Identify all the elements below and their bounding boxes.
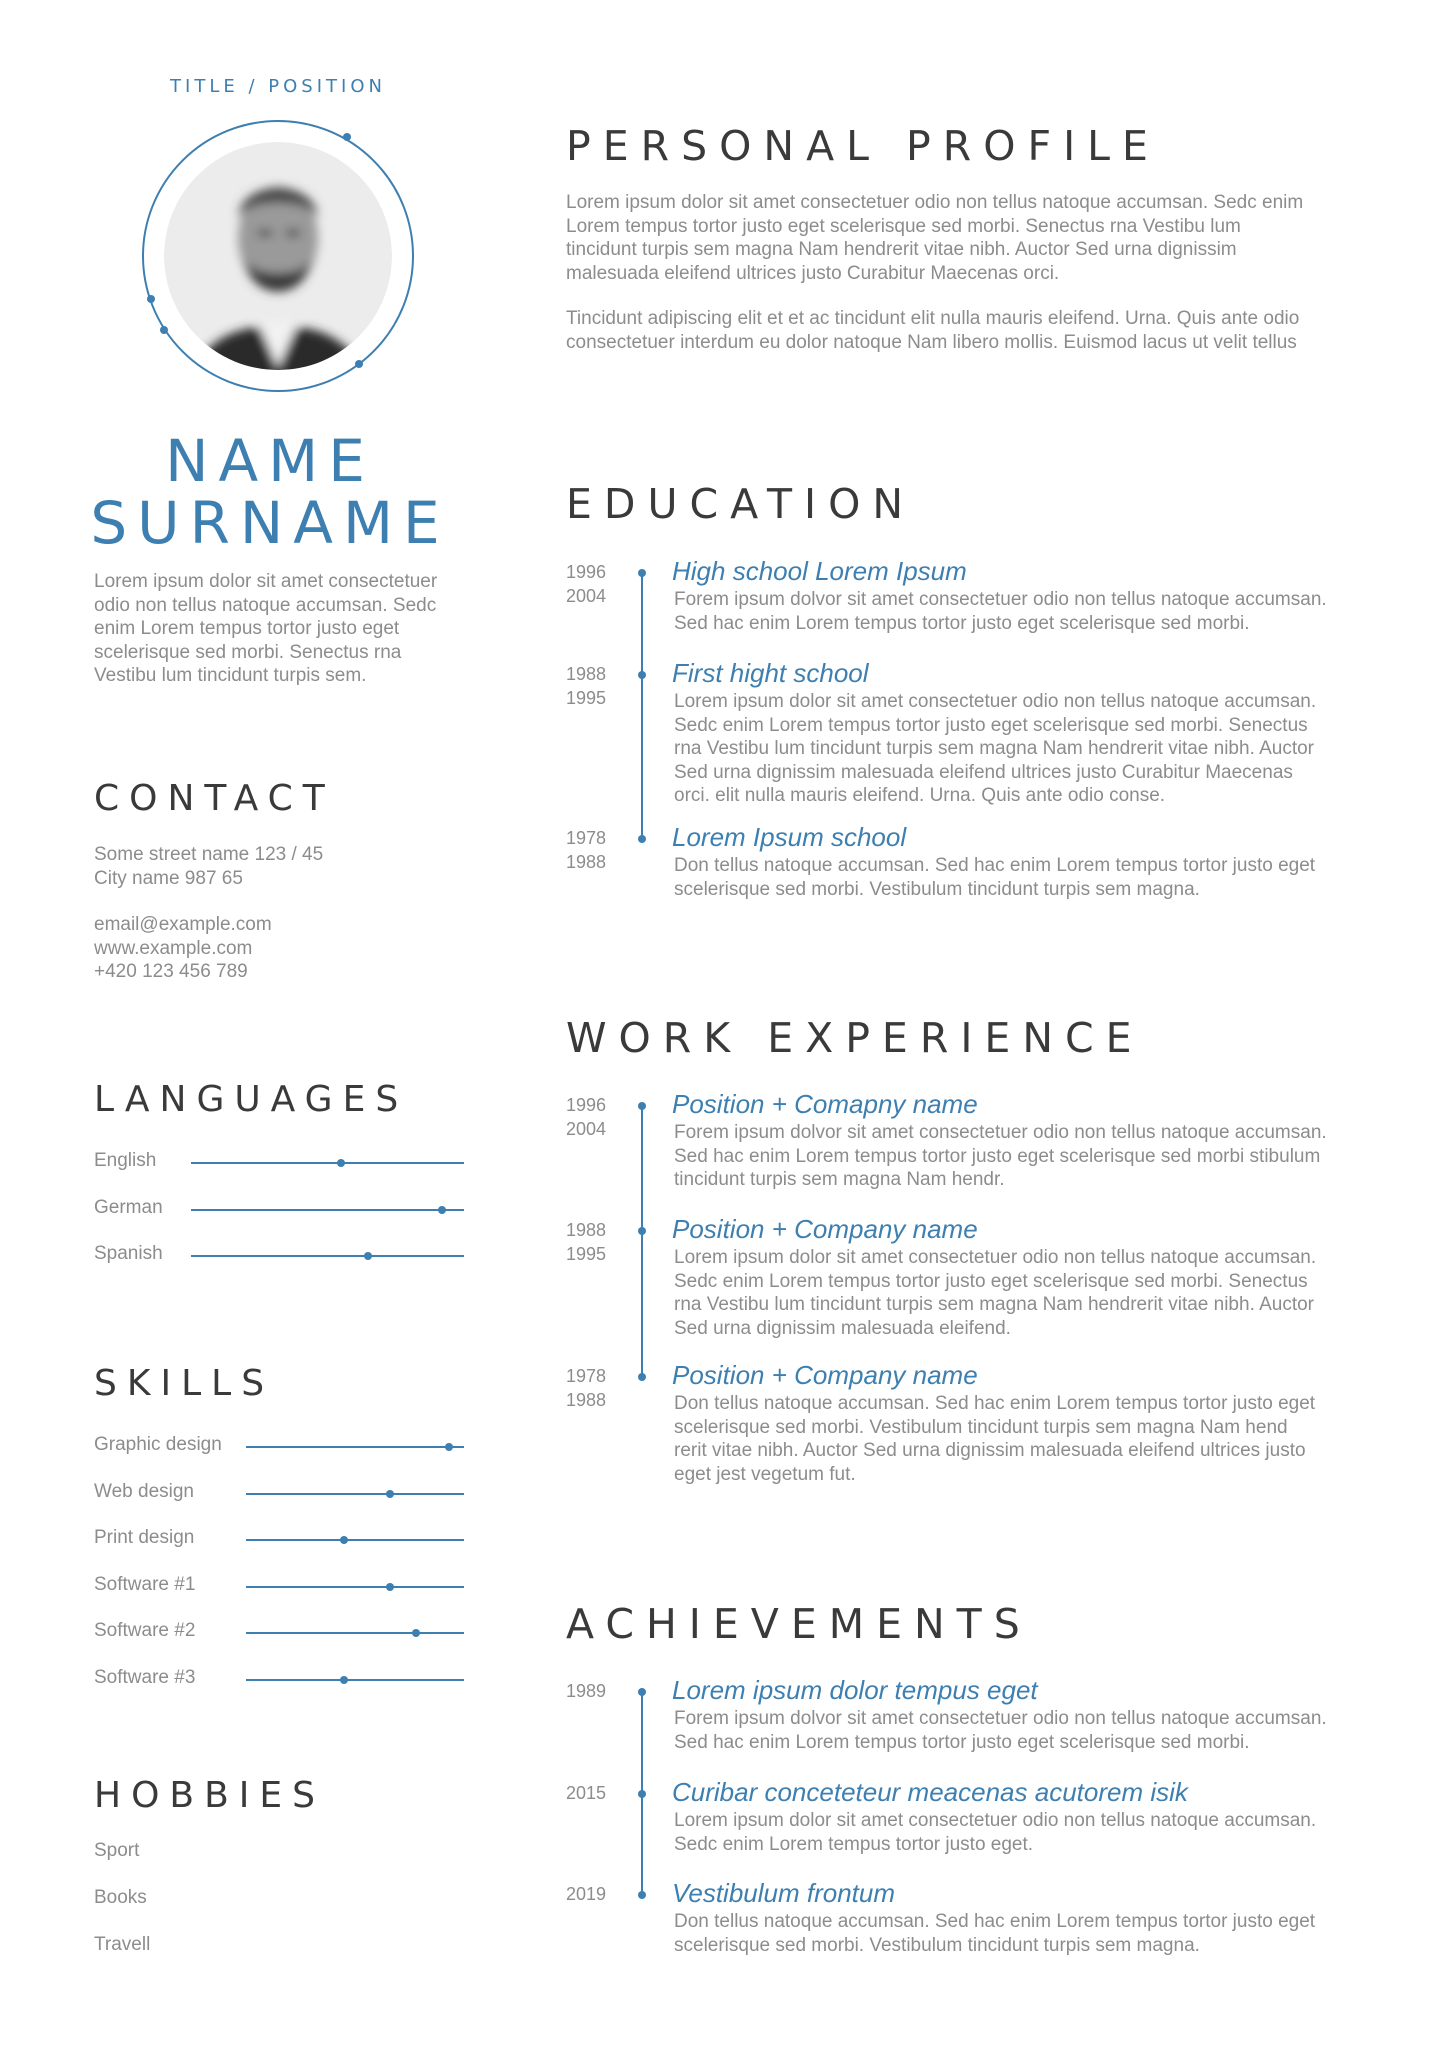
timeline-line [641, 573, 643, 836]
surname: SURNAME [90, 489, 450, 557]
level-marker [438, 1206, 446, 1214]
entry-years: 2019 [566, 1884, 607, 1904]
entry-description: Lorem ipsum dolor sit amet consectetuer odio non tellus natoque accumsan. Sedc enim Lorem tempus tortor justo eget scelerisque sed morbi. Senectus rna Vestibu lum tincidunt turpis sem magna Nam hendrerit vitae nibh. Auctor Sed urna dignissim malesuada eleifend ultrices justo Curabitur Maecenas orci. elit nulla mauris eleifend. Urna. Quis ante odio conse. [674, 691, 1317, 806]
hobbies-heading: HOBBIES [94, 1775, 326, 1816]
language-row [94, 1243, 464, 1267]
address-line-1: Some street name 123 / 45 [94, 844, 324, 865]
level-bar [191, 1162, 464, 1164]
level-marker [386, 1583, 394, 1591]
skill-name: Graphic design [94, 1434, 222, 1455]
skill-name: Web design [94, 1480, 194, 1502]
timeline-dot [638, 1688, 646, 1696]
entry-description: Lorem ipsum dolor sit amet consectetuer odio non tellus natoque accumsan. Sedc enim Lorem tempus tortor justo eget. [674, 1810, 1317, 1855]
profile-paragraph-1: Lorem ipsum dolor sit amet consectetuer odio non tellus natoque accumsan. Sedc enim Lorem tempus tortor justo eget scelerisque sed morbi. Senectus rna Vestibu lum tincidunt turpis sem magna Nam hendrerit vitae nibh. Auctor Sed urna dignissim malesuada eleifend ultrices justo Curabitur Maecenas orci. [566, 192, 1304, 284]
entry-years: 1978 1988 [566, 828, 607, 872]
timeline-dot [638, 1891, 646, 1899]
profile-photo [140, 118, 416, 394]
entry-years: 2015 [566, 1783, 607, 1803]
skill-row [94, 1434, 464, 1458]
skill-row [94, 1667, 464, 1691]
title-position: TITLE / POSITION [170, 76, 386, 97]
entry-years: 1996 2004 [566, 1095, 607, 1139]
timeline-dot [638, 1790, 646, 1798]
timeline-dot [638, 835, 646, 843]
timeline-dot [638, 1373, 646, 1381]
entry-description: Don tellus natoque accumsan. Sed hac enim Lorem tempus tortor justo eget scelerisque sed morbi. Vestibulum tincidunt turpis sem magna Nam hend rerit vitae nibh. Auctor Sed urna dignissim malesuada eleifend ultrices justo eget jest vegetum fut. [674, 1393, 1316, 1485]
entry-title: High school Lorem Ipsum [672, 556, 967, 586]
language-name: German [94, 1196, 163, 1218]
skill-name: Software #3 [94, 1666, 196, 1688]
entry-description: Forem ipsum dolvor sit amet consectetuer odio non tellus natoque accumsan. Sed hac enim Lorem tempus tortor justo eget scelerisque sed morbi. [674, 1708, 1327, 1753]
contact-heading: CONTACT [94, 778, 335, 819]
languages-heading: LANGUAGES [94, 1079, 409, 1120]
entry-description: Don tellus natoque accumsan. Sed hac enim Lorem tempus tortor justo eget scelerisque sed morbi. Vestibulum tincidunt turpis sem magna. [674, 1911, 1316, 1956]
phone-number: +420 123 456 789 [94, 961, 248, 982]
level-bar [191, 1209, 464, 1211]
skill-row [94, 1574, 464, 1598]
skill-row [94, 1620, 464, 1644]
entry-description: Lorem ipsum dolor sit amet consectetuer odio non tellus natoque accumsan. Sedc enim Lorem tempus tortor justo eget scelerisque sed morbi. Senectus rna Vestibu lum tincidunt turpis sem magna Nam hendrerit vitae nibh. Auctor Sed urna dignissim malesuada eleifend. [674, 1247, 1317, 1339]
entry-title: Vestibulum frontum [672, 1878, 896, 1908]
entry-title: Lorem ipsum dolor tempus eget [672, 1675, 1038, 1705]
entry-title: Lorem Ipsum school [672, 822, 907, 852]
level-bar [246, 1586, 464, 1588]
skill-name: Print design [94, 1527, 195, 1548]
language-name: English [94, 1150, 157, 1171]
achievements-heading: ACHIEVEMENTS [566, 1600, 1032, 1648]
level-bar [191, 1255, 464, 1257]
level-marker [337, 1159, 345, 1167]
email-link[interactable]: email@example.com [94, 914, 272, 935]
level-marker [364, 1252, 372, 1260]
timeline-line [641, 1106, 643, 1375]
address-line-2: City name 987 65 [94, 867, 243, 889]
hobby-item: Sport [94, 1840, 140, 1861]
hobby-item: Travell [94, 1934, 151, 1955]
education-heading: EDUCATION [566, 480, 916, 528]
skills-heading: SKILLS [94, 1363, 275, 1404]
skill-row [94, 1527, 464, 1551]
timeline-dot [638, 569, 646, 577]
entry-years: 1978 1988 [566, 1366, 607, 1410]
level-marker [340, 1676, 348, 1684]
entry-years: 1988 1995 [566, 1220, 607, 1264]
entry-title: Position + Comapny name [672, 1089, 978, 1119]
level-marker [412, 1629, 420, 1637]
hobbies-list [94, 1840, 150, 1981]
intro-text: Lorem ipsum dolor sit amet consectetuer odio non tellus natoque accumsan. Sedc enim Lorem tempus tortor justo eget scelerisque sed morbi. Senectus rna Vestibu lum tincidunt turpis sem. [94, 571, 438, 686]
hobby-item: Books [94, 1887, 147, 1908]
language-row [94, 1150, 464, 1174]
skill-name: Software #2 [94, 1620, 196, 1641]
language-name: Spanish [94, 1243, 163, 1264]
entry-description: Forem ipsum dolvor sit amet consectetuer odio non tellus natoque accumsan. Sed hac enim Lorem tempus tortor justo eget scelerisque sed morbi. [674, 589, 1327, 634]
level-bar [246, 1493, 464, 1495]
language-row [94, 1197, 464, 1221]
skill-name: Software #1 [94, 1573, 196, 1595]
timeline-dot [638, 1102, 646, 1110]
contact-block [94, 843, 323, 984]
level-marker [340, 1536, 348, 1544]
timeline-dot [638, 1227, 646, 1235]
profile-heading: PERSONAL PROFILE [566, 122, 1160, 170]
profile-paragraph-2: Tincidunt adipiscing elit et et ac tincidunt elit nulla mauris eleifend. Urna. Quis ante odio consectetuer interdum eu dolor natoque Nam libero mollis. Euismod lacus ut velit tellus [566, 308, 1300, 353]
skill-row [94, 1481, 464, 1505]
entry-title: Position + Company name [672, 1360, 978, 1390]
name-block [60, 427, 480, 557]
work-heading: WORK EXPERIENCE [566, 1014, 1144, 1062]
entry-title: Curibar conceteteur meacenas acutorem isik [672, 1777, 1188, 1807]
level-bar [246, 1632, 464, 1634]
entry-years: 1996 2004 [566, 562, 607, 606]
timeline-dot [638, 671, 646, 679]
website-link[interactable]: www.example.com [94, 937, 253, 959]
level-bar [246, 1446, 464, 1448]
entry-title: Position + Company name [672, 1214, 978, 1244]
level-bar [246, 1539, 464, 1541]
level-marker [386, 1490, 394, 1498]
entry-description: Don tellus natoque accumsan. Sed hac enim Lorem tempus tortor justo eget scelerisque sed morbi. Vestibulum tincidunt turpis sem magna. [674, 855, 1316, 900]
entry-description: Forem ipsum dolvor sit amet consectetuer odio non tellus natoque accumsan. Sed hac enim Lorem tempus tortor justo eget scelerisque sed morbi stibulum tincidunt turpis sem magna Nam hendr. [674, 1122, 1327, 1190]
first-name: NAME [165, 427, 375, 495]
entry-title: First hight school [672, 658, 869, 688]
entry-years: 1989 [566, 1681, 607, 1701]
level-bar [246, 1679, 464, 1681]
level-marker [445, 1443, 453, 1451]
entry-years: 1988 1995 [566, 664, 607, 708]
